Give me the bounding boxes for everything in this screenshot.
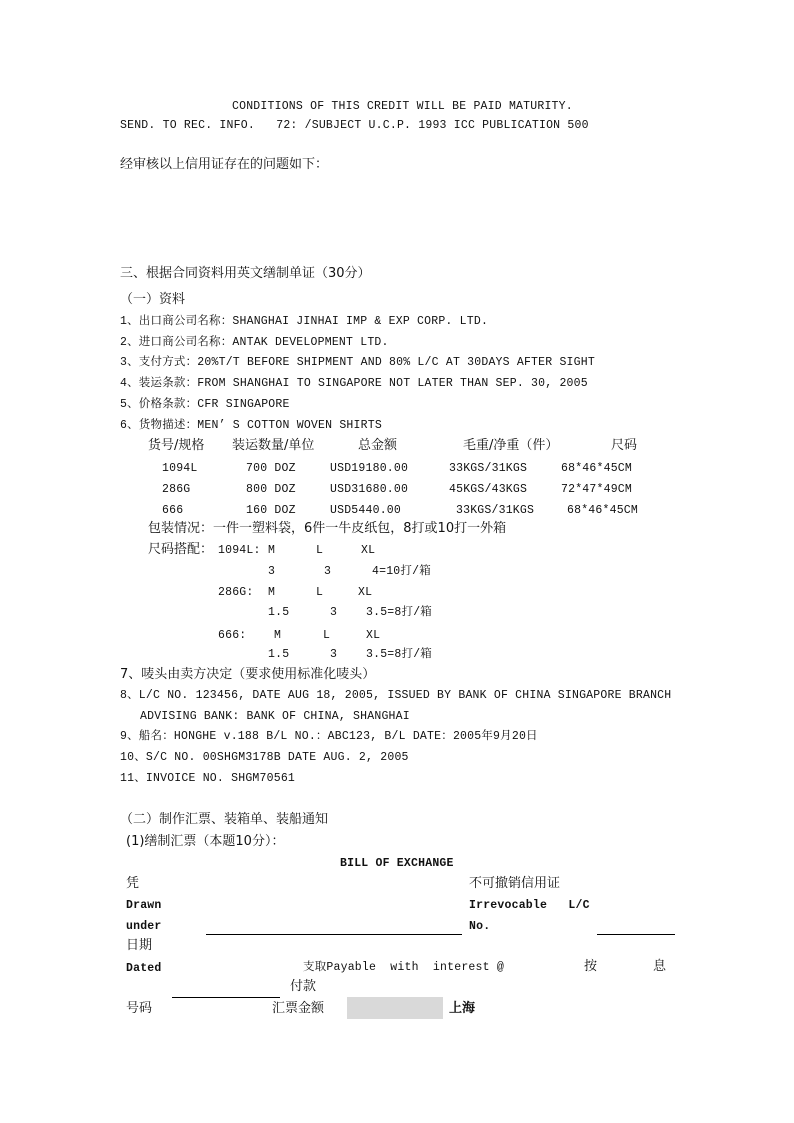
label-riqi: 日期: [126, 938, 153, 953]
item-11-invoice: 11、INVOICE NO. SHGM70561: [120, 772, 296, 785]
goods-cell: USD19180.00: [330, 462, 409, 475]
goods-header-amount: 总金额: [358, 438, 398, 453]
goods-cell: 1094L: [162, 462, 198, 475]
label-irrevocable-en: Irrevocable L/C: [469, 899, 590, 912]
size-qty: 3.5=8打/箱: [366, 606, 433, 619]
goods-cell: USD5440.00: [330, 504, 402, 517]
amount-field: [347, 997, 443, 1019]
goods-cell: 45KGS/43KGS: [449, 483, 528, 496]
header-line-1: CONDITIONS OF THIS CREDIT WILL BE PAID MATURITY.: [232, 100, 573, 113]
label-xi: 息: [653, 959, 667, 974]
goods-header-weight: 毛重/净重（件）: [463, 438, 559, 453]
size-xl: XL: [366, 629, 381, 642]
size-l: L: [316, 586, 324, 599]
label-fukuan: 付款: [290, 979, 317, 994]
size-qty: 4=10打/箱: [372, 565, 431, 578]
label-an: 按: [584, 959, 598, 974]
goods-cell: 666: [162, 504, 184, 517]
item-10-sc: 10、S/C NO. 00SHGM3178B DATE AUG. 2, 2005: [120, 751, 409, 764]
size-style: 286G:: [218, 586, 254, 599]
item-8-lc: 8、L/C NO. 123456, DATE AUG 18, 2005, ISSUED BY BANK OF CHINA SINGAPORE BRANCH: [120, 689, 672, 702]
goods-cell: 33KGS/31KGS: [456, 504, 535, 517]
goods-cell: 160 DOZ: [246, 504, 296, 517]
drawn-under-field: [206, 934, 462, 935]
subsection-materials: （一）资料: [120, 292, 186, 307]
label-haoma: 号码: [126, 1001, 153, 1016]
goods-cell: 68*46*45CM: [561, 462, 633, 475]
size-qty: 3: [330, 606, 338, 619]
item-6-goods: 6、货物描述：MEN’ S COTTON WOVEN SHIRTS: [120, 419, 382, 432]
size-qty: 3.5=8打/箱: [366, 648, 433, 661]
label-ping: 凭: [126, 876, 140, 891]
review-note: 经审核以上信用证存在的问题如下：: [120, 157, 329, 172]
lc-no-field: [597, 934, 675, 935]
goods-cell: 72*47*49CM: [561, 483, 633, 496]
size-style: 1094L:: [218, 544, 261, 557]
size-qty: 3: [268, 565, 276, 578]
size-l: L: [323, 629, 331, 642]
subsection-draft: (1)缮制汇票（本题10分）：: [126, 834, 285, 849]
goods-cell: USD31680.00: [330, 483, 409, 496]
goods-cell: 33KGS/31KGS: [449, 462, 528, 475]
label-lc-no: No.: [469, 920, 491, 933]
label-payable-with-interest: 支取Payable with interest @: [303, 961, 504, 974]
subsection-documents: （二）制作汇票、装箱单、装船通知: [120, 812, 329, 827]
header-line-2: SEND. TO REC. INFO. 72: /SUBJECT U.C.P. 1993 ICC PUBLICATION 500: [120, 119, 589, 132]
item-3-payment: 3、支付方式：20%T/T BEFORE SHIPMENT AND 80% L/C AT 30DAYS AFTER SIGHT: [120, 356, 595, 369]
size-m: M: [274, 629, 282, 642]
label-under: under: [126, 920, 162, 933]
size-qty: 1.5: [268, 648, 290, 661]
size-xl: XL: [358, 586, 373, 599]
size-m: M: [268, 544, 276, 557]
goods-header-style: 货号/规格: [148, 438, 205, 453]
size-qty: 1.5: [268, 606, 290, 619]
label-shanghai: 上海: [449, 1001, 476, 1016]
goods-cell: 800 DOZ: [246, 483, 296, 496]
packing-info: 包装情况：一件一塑料袋，6件一牛皮纸包，8打或10打一外箱: [148, 521, 507, 536]
size-xl: XL: [361, 544, 376, 557]
label-drawn: Drawn: [126, 899, 162, 912]
size-qty: 3: [330, 648, 338, 661]
item-9-vessel: 9、船名：HONGHE v.188 B/L NO.：ABC123, B/L DATE：2005年9月20日: [120, 730, 538, 743]
item-8-advising-bank: ADVISING BANK: BANK OF CHINA, SHANGHAI: [140, 710, 410, 723]
size-qty: 3: [324, 565, 332, 578]
goods-header-quantity: 装运数量/单位: [232, 438, 315, 453]
size-l: L: [316, 544, 324, 557]
size-assortment-label: 尺码搭配：: [148, 542, 214, 557]
item-4-shipment: 4、装运条款：FROM SHANGHAI TO SINGAPORE NOT LATER THAN SEP. 30, 2005: [120, 377, 588, 390]
item-5-price-terms: 5、价格条款：CFR SINGAPORE: [120, 398, 290, 411]
goods-cell: 286G: [162, 483, 191, 496]
label-irrevocable-cn: 不可撤销信用证: [469, 876, 561, 891]
item-1-exporter: 1、出口商公司名称：SHANGHAI JINHAI IMP & EXP CORP. LTD.: [120, 315, 489, 328]
goods-cell: 68*46*45CM: [567, 504, 639, 517]
item-7-shipping-marks: 7、唛头由卖方决定（要求使用标准化唛头）: [120, 667, 376, 682]
goods-header-size: 尺码: [611, 438, 638, 453]
section-3-title: 三、根据合同资料用英文缮制单证（30分）: [120, 266, 371, 281]
label-amount: 汇票金额: [272, 1001, 325, 1016]
size-m: M: [268, 586, 276, 599]
dated-field: [172, 997, 280, 998]
item-2-importer: 2、进口商公司名称：ANTAK DEVELOPMENT LTD.: [120, 336, 389, 349]
label-dated: Dated: [126, 962, 162, 975]
size-style: 666:: [218, 629, 247, 642]
bill-title: BILL OF EXCHANGE: [340, 857, 454, 870]
goods-cell: 700 DOZ: [246, 462, 296, 475]
